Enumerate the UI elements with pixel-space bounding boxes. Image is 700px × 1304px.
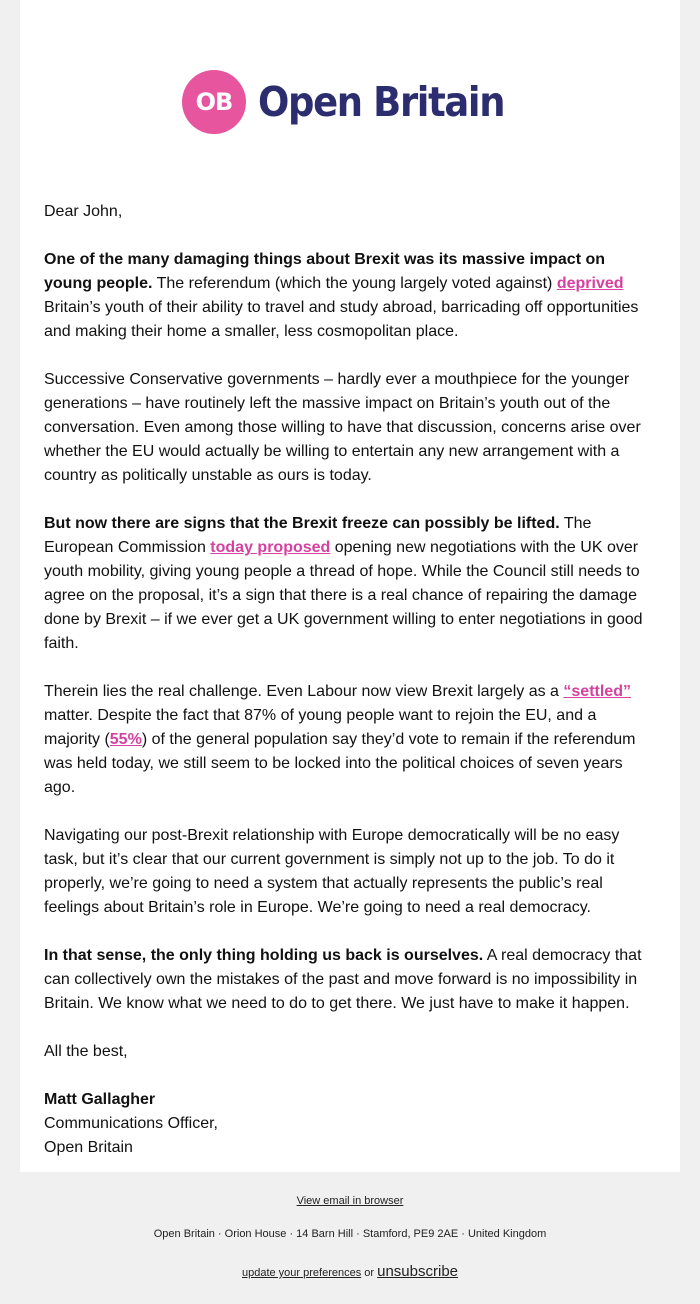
p1-bold: One of the many damaging things about Brexit was its massive impact on young people. bbox=[44, 251, 606, 292]
paragraph-2: Successive Conservative governments – hardly ever a mouthpiece for the younger generations – have routinely left the massive impact on Britain’s youth out of the conversation. Even among those willing to have that discussion, concerns arise over whether the EU would actually be willing to entertain any new arrangement with a country as politically unstable as ours is today. bbox=[44, 371, 641, 484]
greeting: Dear John, bbox=[44, 203, 123, 220]
deprived-link[interactable]: deprived bbox=[556, 275, 624, 292]
logo-initials: OB bbox=[195, 88, 233, 116]
settled-link[interactable]: “settled” bbox=[563, 683, 631, 700]
p1-text-2: Britain’s youth of their ability to travel and study abroad, barricading off opportunities and making their home a smaller, less cosmopolitan place. bbox=[44, 299, 639, 340]
p3-text-1: The European Commission bbox=[44, 515, 592, 556]
paragraph-5: Navigating our post-Brexit relationship with Europe democratically will be no easy task, but it’s clear that our current government is simply not up to the job. To do it properly, we’re going to need a system that actually represents the public’s real feelings about Britain’s role in Europe. We’re going to need a real democracy. bbox=[44, 827, 620, 916]
paragraph-6 bbox=[44, 944, 652, 1016]
p6-text: A real democracy that can collectively own the mistakes of the past and move forward is no impossibility in Britain. We know what we need to do to get there. We just have to make it happen. bbox=[44, 947, 642, 1012]
p4-text-2: matter. Despite the fact that 87% of young people want to rejoin the EU, and a majority ( bbox=[44, 707, 597, 748]
signer-title: Communications Officer, bbox=[44, 1115, 218, 1132]
signer-org: Open Britain bbox=[44, 1139, 133, 1156]
p4-text-3: ) of the general population say they’d vote to remain if the referendum was held today, we still seem to be locked into the political choices of seven years ago. bbox=[44, 731, 636, 796]
email-card bbox=[20, 0, 680, 1172]
55-percent-link[interactable]: 55% bbox=[109, 731, 142, 748]
p4-text-1: Therein lies the real challenge. Even Labour now view Brexit largely as a bbox=[44, 683, 564, 700]
today-proposed-link[interactable]: today proposed bbox=[210, 539, 331, 556]
update-preferences-link[interactable]: update your preferences bbox=[241, 1267, 362, 1279]
postal-address: Open Britain · Orion House · 14 Barn Hill · Stamford, PE9 2AE · United Kingdom bbox=[153, 1228, 547, 1240]
signoff: All the best, bbox=[44, 1043, 128, 1060]
paragraph-1 bbox=[44, 248, 652, 344]
brand-name: Open Britain bbox=[258, 78, 505, 126]
paragraph-4 bbox=[44, 680, 652, 800]
signer-name: Matt Gallagher bbox=[44, 1091, 156, 1108]
or-text: or bbox=[361, 1267, 378, 1279]
p3-bold: But now there are signs that the Brexit freeze can possibly be lifted. bbox=[44, 515, 560, 532]
ob-badge-icon bbox=[182, 70, 246, 134]
p1-text-1: The referendum (which the young largely voted against) bbox=[152, 275, 557, 292]
paragraph-3 bbox=[44, 512, 652, 656]
signature-block bbox=[44, 1088, 652, 1160]
p3-text-2: opening new negotiations with the UK over youth mobility, giving young people a thread of hope. While the Council still needs to agree on the proposal, it’s a sign that there is a real chance of repairing the damage done by Brexit – if we ever get a UK government willing to enter negotiations in good faith. bbox=[44, 539, 643, 652]
letter-body bbox=[44, 200, 652, 1184]
open-britain-logo[interactable] bbox=[182, 70, 532, 134]
p6-bold: In that sense, the only thing holding us back is ourselves. bbox=[44, 947, 484, 964]
unsubscribe-link[interactable]: unsubscribe bbox=[377, 1263, 459, 1280]
view-in-browser-link[interactable]: View email in browser bbox=[296, 1195, 404, 1207]
